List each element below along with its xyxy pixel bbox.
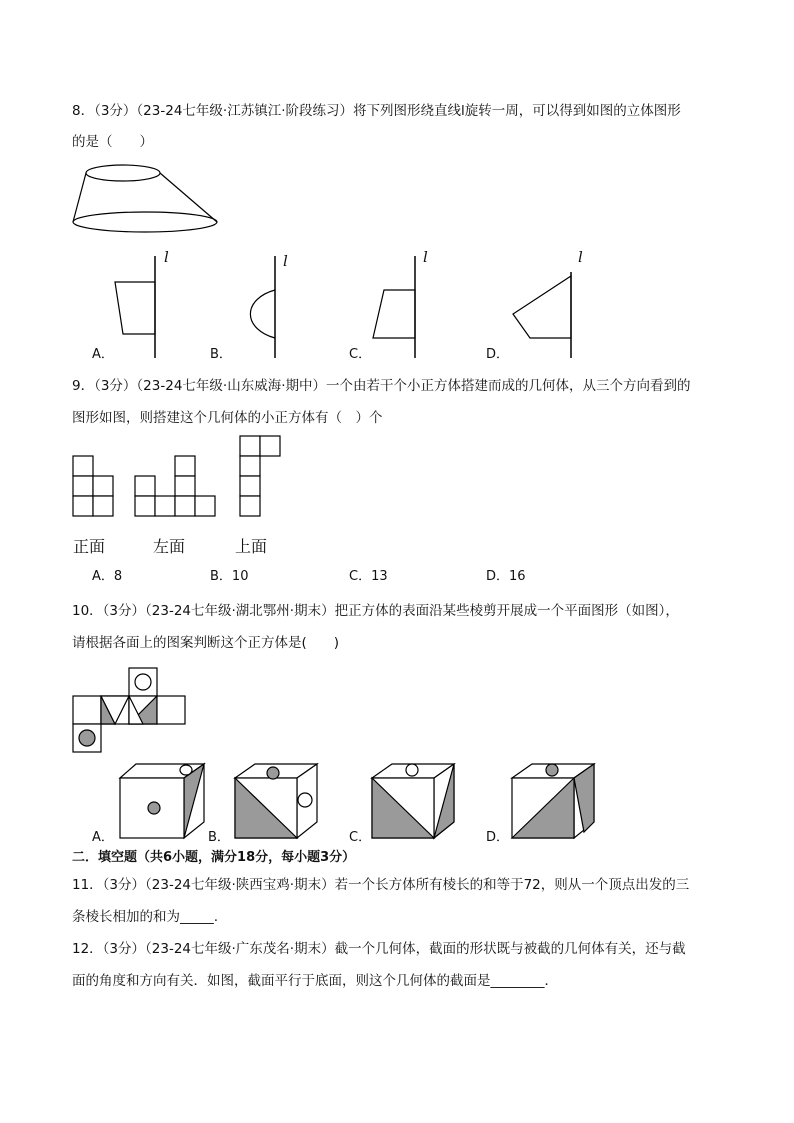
top-view-label: 上面 xyxy=(235,537,268,556)
q8-option-d-figure xyxy=(510,252,580,360)
q10-option-c[interactable]: C． xyxy=(349,830,372,845)
q8-option-c-figure xyxy=(370,252,430,360)
q9-option-a[interactable]: A．8 xyxy=(92,569,123,584)
q11-text-line1: 11．（3分）（23-24七年级·陕西宝鸡·期末）若一个长方体所有棱长的和等于72，则从一个顶点出发的三 xyxy=(72,877,690,893)
front-view-label: 正面 xyxy=(73,537,106,556)
q8-option-c[interactable]: C． xyxy=(349,347,372,362)
cube-net-figure xyxy=(73,667,189,753)
q11-text-line2: 条棱长相加的和为_____. xyxy=(72,909,219,925)
q8-d-axis-label: l xyxy=(578,248,583,266)
frustum-figure xyxy=(70,160,230,240)
q9-text-line1: 9．（3分）（23-24七年级·山东威海·期中）一个由若干个小正方体搭建而成的几何体，从三个方向看到的 xyxy=(72,378,691,394)
left-view-figure xyxy=(135,456,217,518)
q10-text-line2: 请根据各面上的图案判断这个正方体是( ) xyxy=(72,635,340,651)
q8-text-line1: 8．（3分）（23-24七年级·江苏镇江·阶段练习）将下列图形绕直线l旋转一周，可以得到如图的立体图形 xyxy=(72,103,681,119)
q8-option-b[interactable]: B． xyxy=(210,347,232,362)
q9-option-d[interactable]: D．16 xyxy=(486,569,526,584)
q10-option-a[interactable]: A． xyxy=(92,830,114,845)
cube-option-b-figure xyxy=(233,762,323,842)
cube-option-c-figure xyxy=(370,762,460,842)
q8-b-axis-label: l xyxy=(283,252,288,270)
q8-option-a-figure xyxy=(110,252,180,360)
cube-option-d-figure xyxy=(510,762,600,842)
q8-option-b-figure xyxy=(230,252,290,360)
q9-option-c[interactable]: C．13 xyxy=(349,569,388,584)
q8-option-d[interactable]: D． xyxy=(486,347,510,362)
q12-text-line2: 面的角度和方向有关．如图，截面平行于底面，则这个几何体的截面是________． xyxy=(72,973,558,989)
cube-option-a-figure xyxy=(118,762,208,842)
q9-text-line2: 图形如图，则搭建这个几何体的小正方体有（ ）个 xyxy=(72,410,383,426)
q8-text-line2: 的是（ ） xyxy=(72,134,153,150)
q8-option-a[interactable]: A． xyxy=(92,347,114,362)
q10-option-b[interactable]: B． xyxy=(208,830,230,845)
q8-a-axis-label: l xyxy=(164,248,169,266)
left-view-label: 左面 xyxy=(153,537,186,556)
q8-c-axis-label: l xyxy=(423,248,428,266)
section-title-fill-in: 二．填空题（共6小题，满分18分，每小题3分） xyxy=(72,850,356,865)
q10-text-line1: 10．（3分）（23-24七年级·湖北鄂州·期末）把正方体的表面沿某些棱剪开展成一个平面图形（如图）， xyxy=(72,603,679,619)
q9-option-b[interactable]: B．10 xyxy=(210,569,249,584)
q10-option-d[interactable]: D． xyxy=(486,830,510,845)
top-view-figure xyxy=(240,436,282,518)
q12-text-line1: 12．（3分）（23-24七年级·广东茂名·期末）截一个几何体，截面的形状既与被截的几何体有关，还与截 xyxy=(72,941,686,957)
front-view-figure xyxy=(73,456,115,518)
